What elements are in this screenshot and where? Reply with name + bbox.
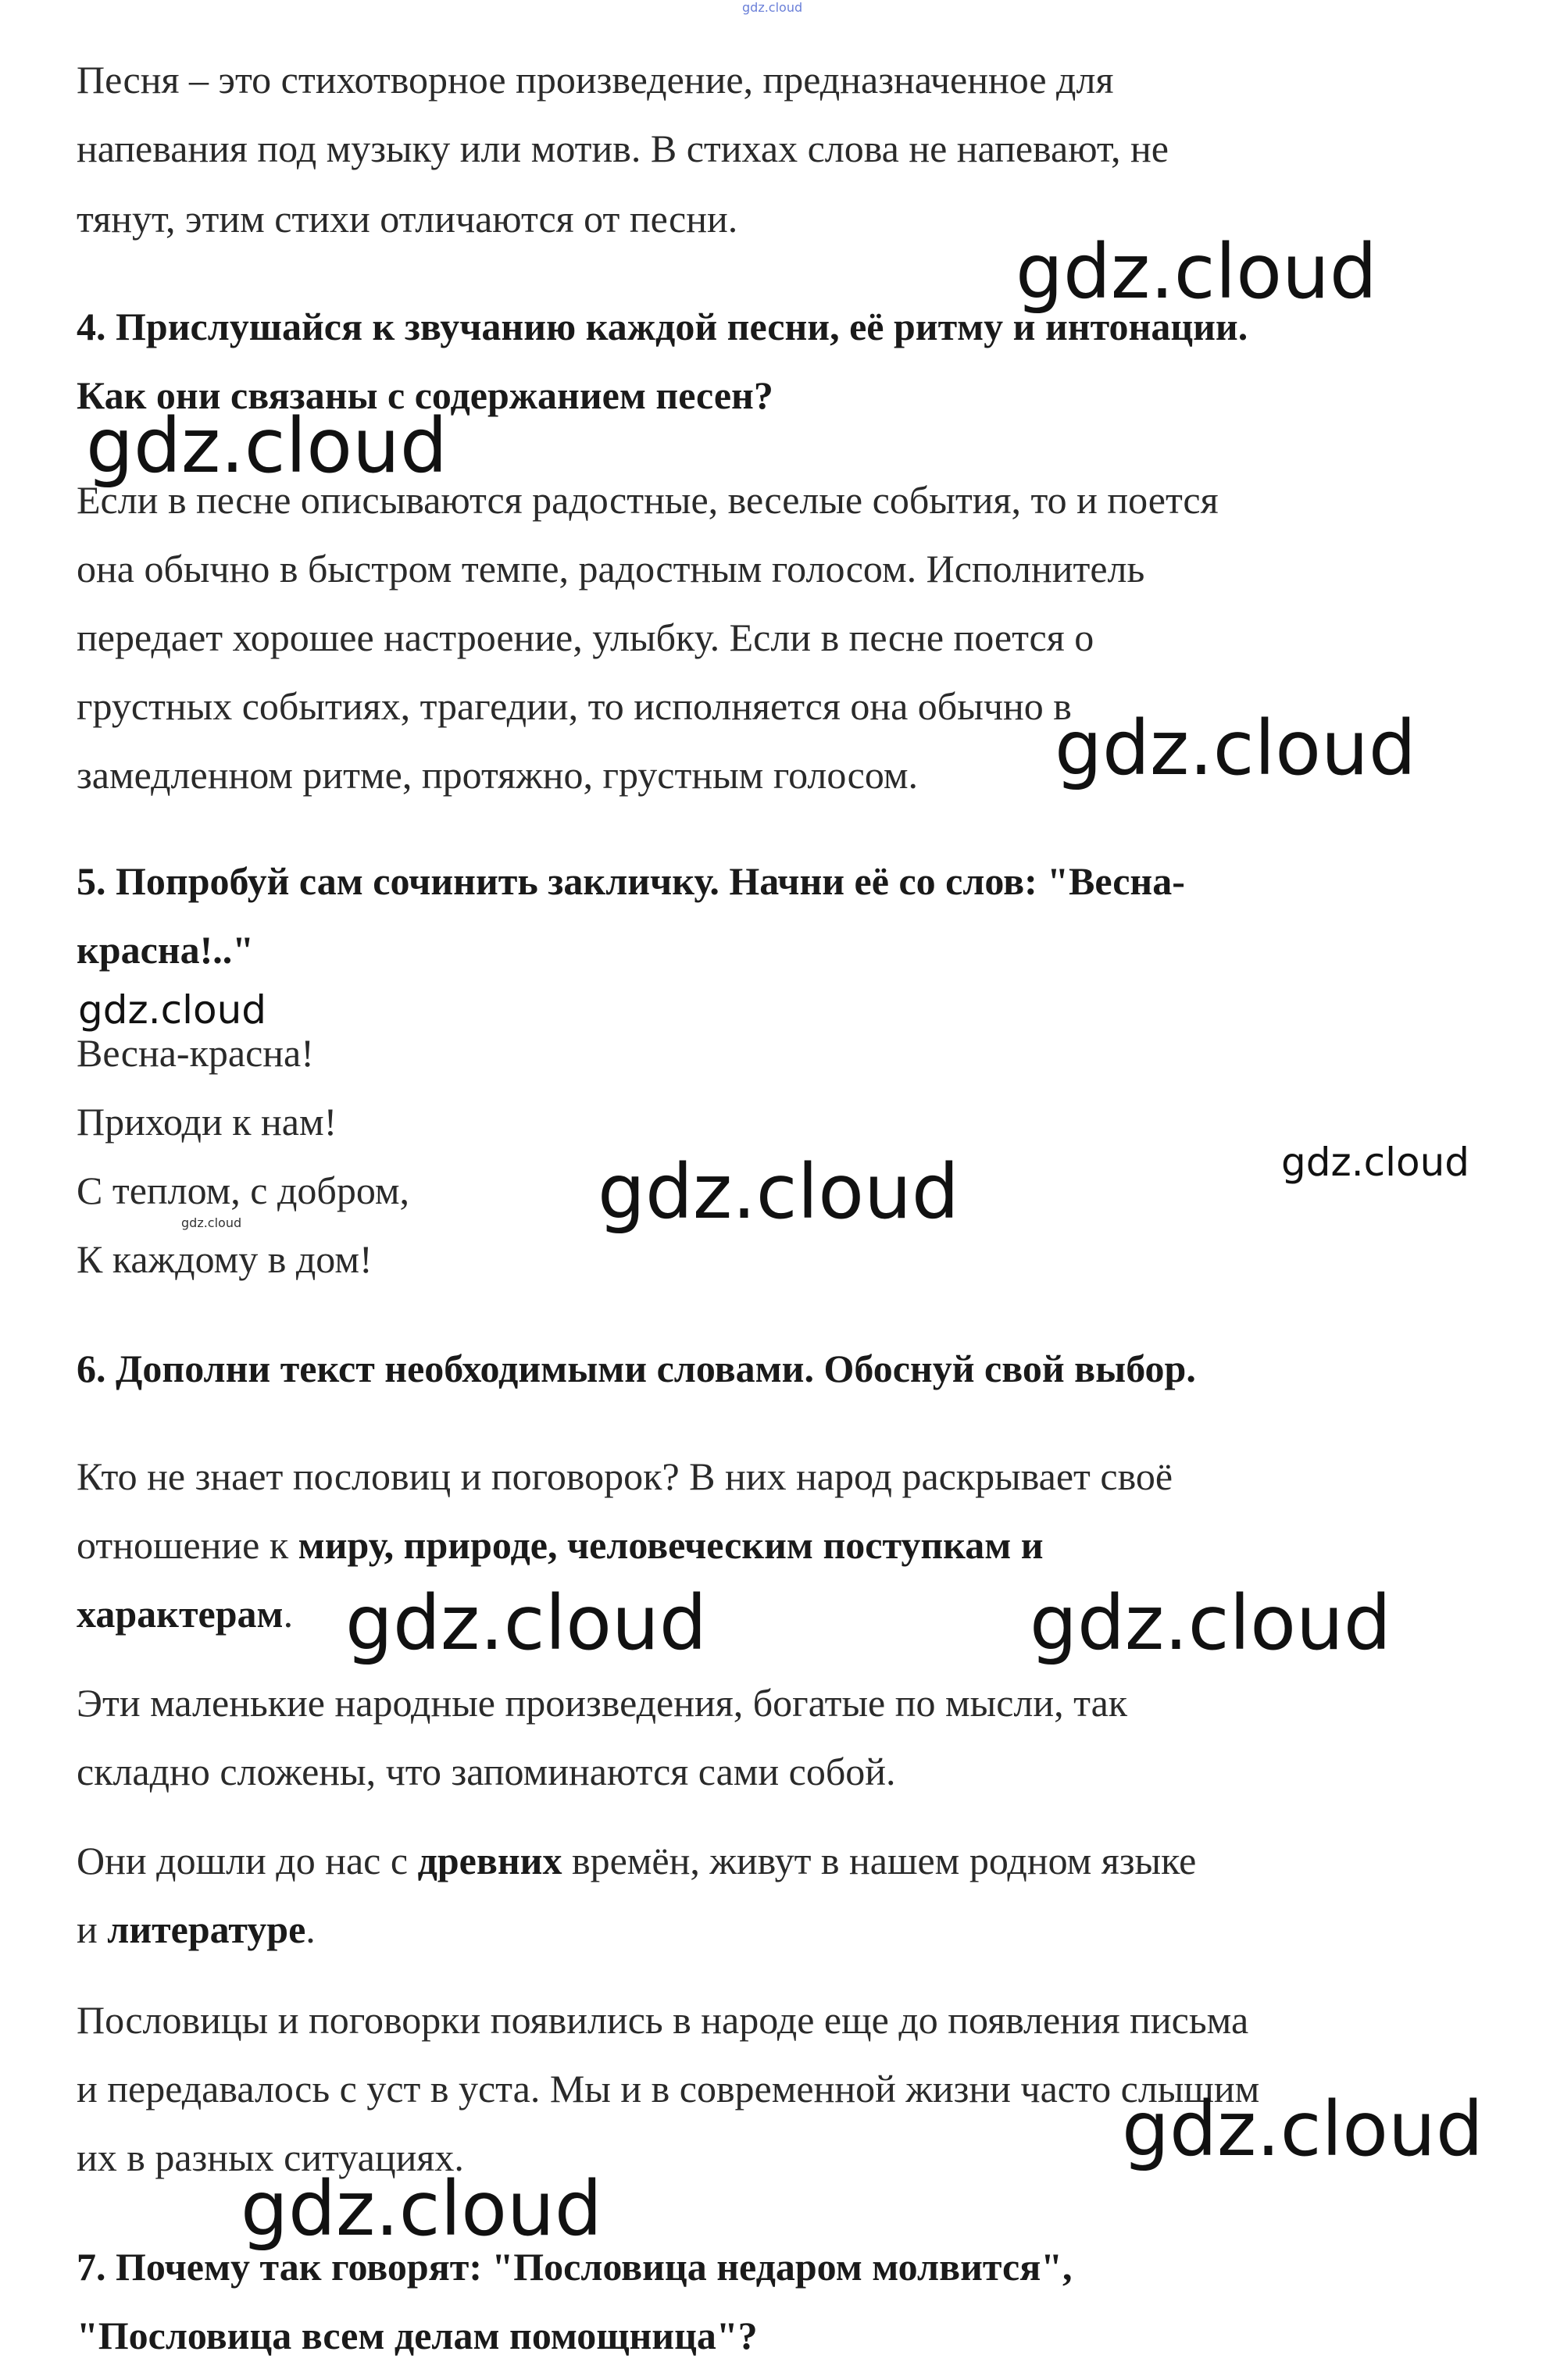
answer-5-line-4: К каждому в дом!	[77, 1237, 373, 1281]
watermark-8: gdz.cloud	[345, 1579, 707, 1667]
watermark-5: gdz.cloud	[598, 1148, 959, 1236]
answer-5-line-2: Приходи к нам!	[77, 1100, 337, 1144]
question-5-line-2: красна!.."	[77, 928, 255, 972]
watermark-1: gdz.cloud	[1016, 228, 1377, 316]
intro-line-3: тянут, этим стихи отличаются от песни.	[77, 197, 738, 241]
question-5-line-1: 5. Попробуй сам сочинить закличку. Начни её со слов: "Весна-	[77, 859, 1185, 903]
answer-4-line-2: она обычно в быстром темпе, радостным голосом. Исполнитель	[77, 547, 1145, 591]
answer-6-p3-text-c: и	[77, 1907, 108, 1951]
answer-6-period-2: .	[305, 1907, 316, 1951]
watermark-11: gdz.cloud	[241, 2165, 602, 2253]
answer-6-bold-word-ancient: древних	[417, 1839, 562, 1882]
answer-6-p1-line-2	[77, 1522, 1044, 1568]
answer-6-p3-line-2	[77, 1906, 316, 1953]
question-7-line-1: 7. Почему так говорят: "Пословица недаром молвится",	[77, 2245, 1073, 2289]
question-6-line-1: 6. Дополни текст необходимыми словами. Обоснуй свой выбор.	[77, 1347, 1196, 1390]
answer-5-line-3: С теплом, с добром,	[77, 1169, 410, 1212]
question-4-line-2: Как они связаны с содержанием песен?	[77, 373, 773, 417]
watermark-6: gdz.cloud	[1281, 1140, 1470, 1185]
watermark-4: gdz.cloud	[78, 987, 267, 1033]
intro-line-1: Песня – это стихотворное произведение, предназначенное для	[77, 58, 1114, 102]
answer-6-p1-line-2-text: отношение к	[77, 1523, 298, 1567]
watermark-10: gdz.cloud	[1122, 2086, 1484, 2173]
answer-6-period-1: .	[283, 1592, 294, 1636]
answer-5-line-1: Весна-красна!	[77, 1031, 314, 1075]
answer-6-p4-line-3: их в разных ситуациях.	[77, 2136, 464, 2179]
answer-4-line-4: грустных событиях, трагедии, то исполняется она обычно в	[77, 684, 1072, 728]
answer-6-bold-word-literature: литературе	[107, 1907, 306, 1951]
answer-6-p4-line-1: Пословицы и поговорки появились в народе еще до появления письма	[77, 1998, 1249, 2042]
answer-4-line-5: замедленном ритме, протяжно, грустным голосом.	[77, 753, 919, 797]
watermark-9: gdz.cloud	[1030, 1579, 1391, 1667]
watermark-top: gdz.cloud	[742, 0, 803, 15]
answer-6-p3-line-1	[77, 1837, 1196, 1884]
question-4-line-1: 4. Прислушайся к звучанию каждой песни, её ритму и интонации.	[77, 305, 1248, 348]
watermark-2: gdz.cloud	[86, 402, 448, 490]
intro-line-2: напевания под музыку или мотив. В стихах слова не напевают, не	[77, 127, 1169, 170]
answer-6-p3-text-b: времён, живут в нашем родном языке	[562, 1839, 1197, 1882]
answer-6-p2-line-1: Эти маленькие народные произведения, богатые по мысли, так	[77, 1681, 1128, 1725]
question-7-line-2: "Пословица всем делам помощница"?	[77, 2314, 758, 2357]
answer-6-p4-line-2: и передавалось с уст в уста. Мы и в современной жизни часто слышим	[77, 2067, 1260, 2111]
watermark-3: gdz.cloud	[1055, 705, 1416, 792]
answer-6-p3-text-a: Они дошли до нас с	[77, 1839, 418, 1882]
answer-6-bold-words-1: миру, природе, человеческим поступкам и	[298, 1523, 1044, 1567]
answer-6-p2-line-2: складно сложены, что запоминаются сами собой.	[77, 1750, 896, 1793]
answer-6-p1-line-1: Кто не знает пословиц и поговорок? В них народ раскрывает своё	[77, 1454, 1173, 1498]
answer-4-line-1: Если в песне описываются радостные, веселые события, то и поется	[77, 478, 1219, 522]
answer-4-line-3: передает хорошее настроение, улыбку. Если в песне поется о	[77, 616, 1094, 659]
answer-6-p1-line-3	[77, 1590, 293, 1637]
answer-6-bold-words-2: характерам	[77, 1592, 284, 1636]
watermark-7: gdz.cloud	[181, 1215, 242, 1230]
